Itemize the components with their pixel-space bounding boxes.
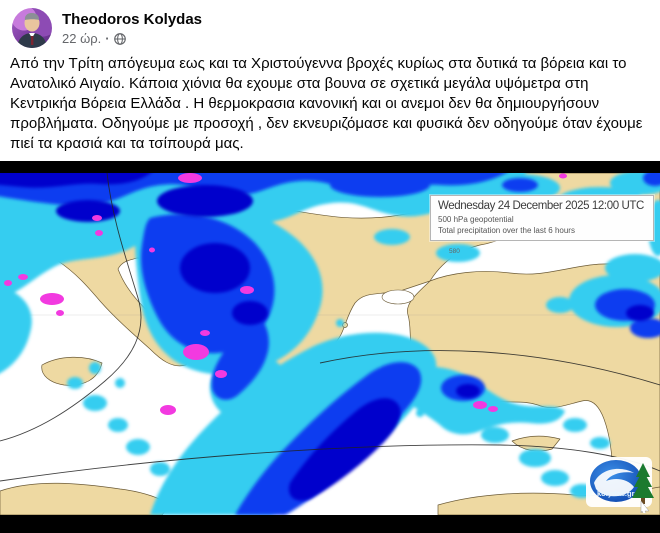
kolydas-logo <box>586 457 654 518</box>
avatar-portrait <box>12 8 52 48</box>
weather-map-attachment[interactable] <box>0 161 660 533</box>
meta-separator: · <box>105 31 110 46</box>
post-text: Από την Τρίτη απόγευμα εως και τα Χριστούγεννα βροχές κυρίως στα δυτικά τα βόρεια και το Ανατολικό Αιγαίο. Κάποια χιόνια θα εχουμε στα βουνα σε σχετικά μεγάλα υψόμετρα στη Κεντρικήα Βόρεια Ελλάδα . Η θερμοκρασια κανονική και οι ανεμοι δεν θα δημιουργήσουν προβλήματα. Οδηγούμε με προσοχή , δεν εκνευριζόμασε και φυσικά δεν οδηγούμε όταν έχουμε πιεί τα κρασιά και τα τσίπουρά μας. <box>10 55 643 152</box>
post-meta <box>62 31 202 47</box>
map-info-line2: Total precipitation over the last 6 hours <box>438 226 575 235</box>
logo-text: kolydas.gr <box>597 489 635 498</box>
map-info-title: Wednesday 24 December 2025 12:00 UTC <box>438 200 644 212</box>
sea-marmara <box>382 290 414 304</box>
timestamp[interactable]: 22 ώρ. <box>62 31 102 46</box>
author-name[interactable]: Theodoros Kolydas <box>62 11 203 28</box>
post-header <box>0 0 660 52</box>
map-info-line1: 500 hPa geopotential <box>438 215 514 224</box>
globe-icon <box>114 33 126 45</box>
contour-label: 580 <box>449 248 460 255</box>
map-info-box <box>430 195 654 241</box>
avatar[interactable] <box>12 8 52 48</box>
